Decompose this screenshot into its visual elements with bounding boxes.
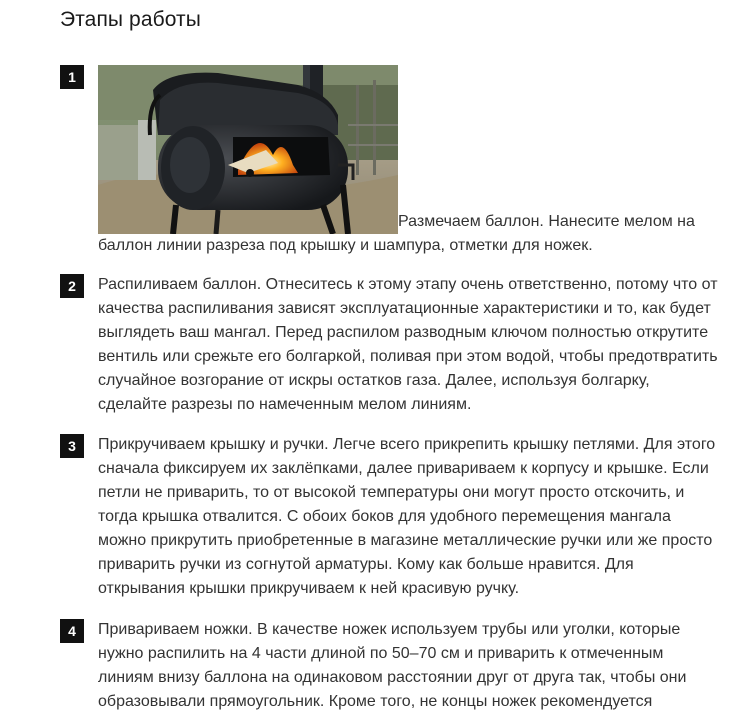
step-number-badge: 4 bbox=[60, 619, 84, 643]
step-number-badge: 3 bbox=[60, 434, 84, 458]
barrel-grill-photo-icon bbox=[98, 65, 398, 234]
step-text-container bbox=[98, 65, 720, 258]
step-number-badge: 1 bbox=[60, 65, 84, 89]
step-text: Привариваем ножки. В качестве ножек используем трубы или уголки, которые нужно распилить на 4 части длиной по 50–70 см и приварить к отмеченным линиям внизу баллона на одинаковом расстоянии друг от друга так, чтобы они образовывали прямоугольник. Кроме того, не концы ножек рекомендуется bbox=[98, 621, 687, 710]
step-number-badge: 2 bbox=[60, 274, 84, 298]
step-text: Размечаем баллон. Нанесите мелом на баллон линии разреза под крышку и шампура, отметки для ножек. bbox=[98, 213, 695, 254]
step-text: Распиливаем баллон. Отнеситесь к этому этапу очень ответственно, потому что от качества распиливания зависят эксплуатационные характеристики и то, как будет выглядеть ваш мангал. Перед распилом разводным ключом полностью открутите вентиль или срежьте его болгаркой, поливая при этом водой, чтобы предотвратить случайное возгорание от искры остатков газа. Далее, используя болгарку, сделайте разрезы по намеченным мелом линиям. bbox=[98, 276, 718, 413]
section-title: Этапы работы bbox=[60, 8, 201, 31]
step-text: Прикручиваем крышку и ручки. Легче всего прикрепить крышку петлями. Для этого сначала фиксируем их заклёпками, далее привариваем к корпусу и крышке. Если петли не приварить, то от высокой температуры они могут просто отскочить, и тогда крышка отвалится. С обоих боков для удобного перемещения мангала можно прикрутить приобретенные в магазине металлические ручки или же просто приварить ручки из согнутой арматуры. Кому как больше нравится. Для открывания крышки прикручиваем к ней красивую ручку. bbox=[98, 436, 716, 597]
